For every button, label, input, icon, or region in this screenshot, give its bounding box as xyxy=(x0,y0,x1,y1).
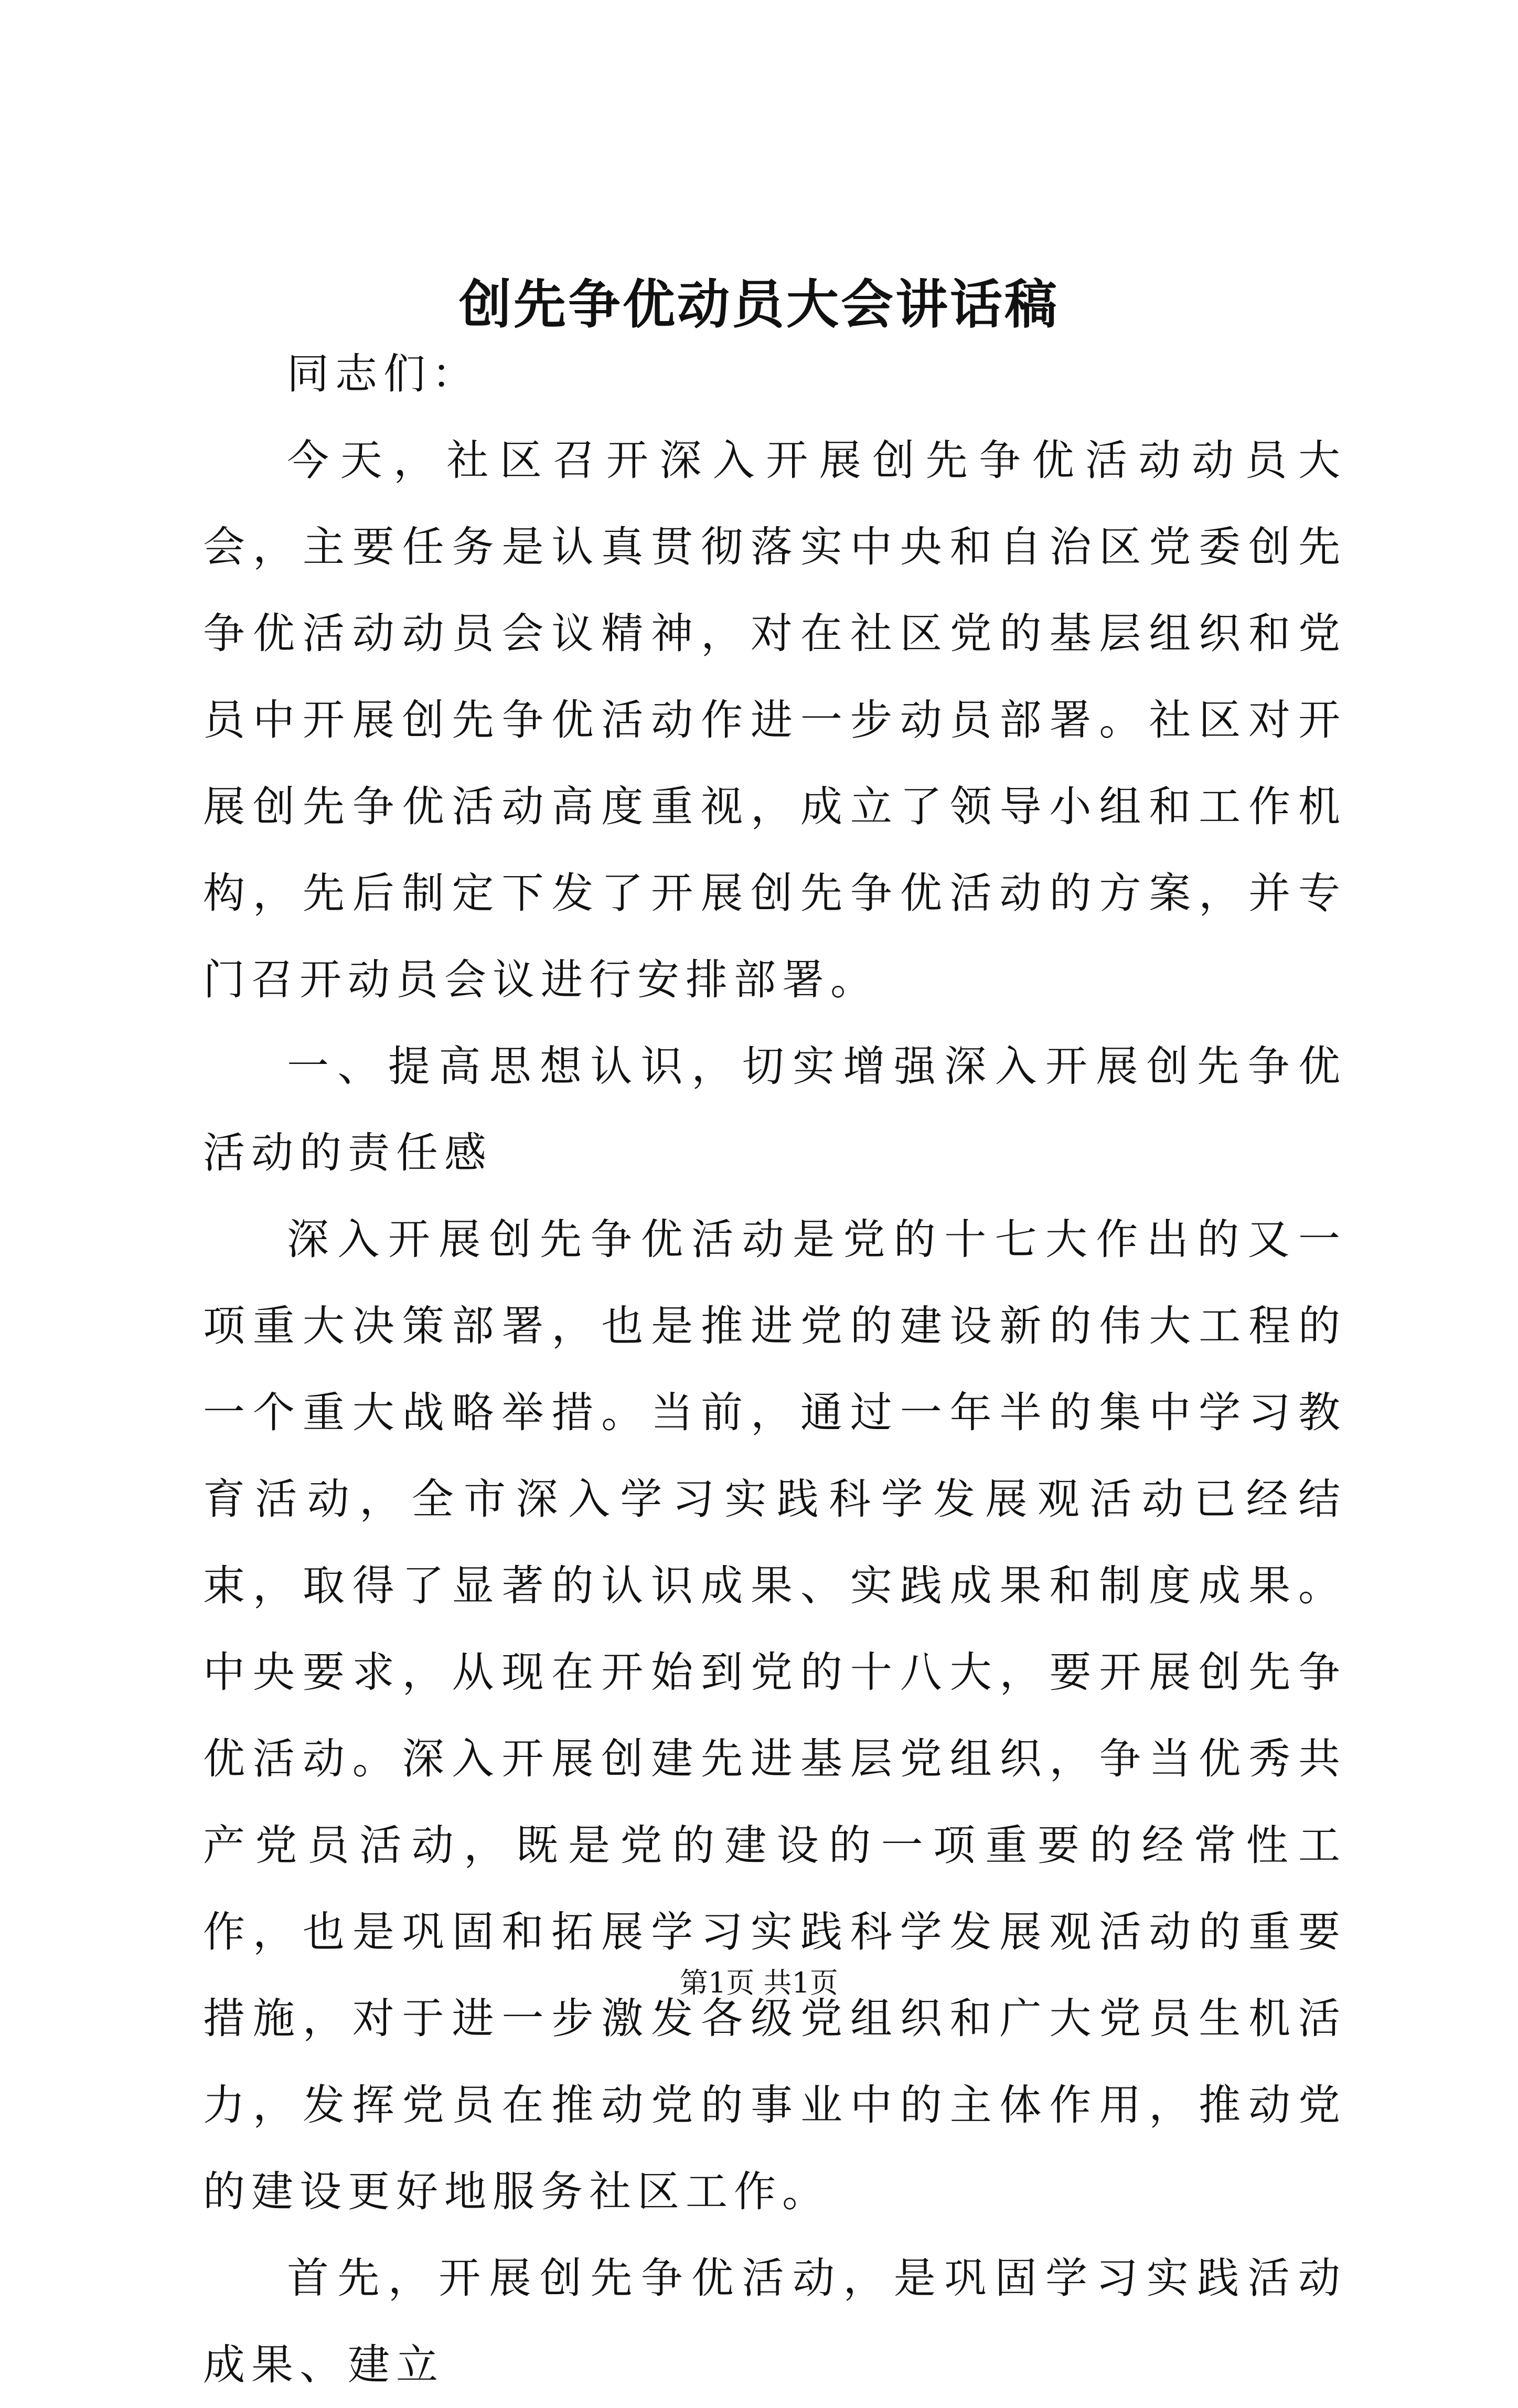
body-paragraph-continued: 首先，开展创先争优活动，是巩固学习实践活动成果、建立 xyxy=(203,2254,1346,2389)
page-number-footer: 第1页 共1页 xyxy=(680,1966,838,1999)
greeting-paragraph: 同志们： xyxy=(287,349,480,398)
body-paragraph: 深入开展创先争优活动是党的十七大作出的又一项重大决策部署，也是推进党的建设新的伟大工程的一个重大战略举措。当前，通过一年半的集中学习教育活动，全市深入学习实践科学发展观活动已经结束，取得了显著的认识成果、实践成果和制度成果。中央要求，从现在开始到党的十八大，要开展创先争优活动。深入开展创建先进基层党组织，争当优秀共产党员活动，既是党的建设的一项重要的经常性工作，也是巩固和拓展学习实践科学发展观活动的重要措施，对于进一步激发各级党组织和广大党员生机活力，发挥党员在推动党的事业中的主体作用，推动党的建设更好地服务社区工作。 xyxy=(203,1215,1346,2216)
intro-paragraph: 今天，社区召开深入开展创先争优活动动员大会，主要任务是认真贯彻落实中央和自治区党委创先争优活动动员会议精神，对在社区党的基层组织和党员中开展创先争优活动作进一步动员部署。社区对开展创先争优活动高度重视，成立了领导小组和工作机构，先后制定下发了开展创先争优活动的方案，并专门召开动员会议进行安排部署。 xyxy=(203,436,1346,1004)
section-heading: 一、提高思想认识，切实增强深入开展创先争优活动的责任感 xyxy=(203,1042,1346,1177)
document-title: 创先争优动员大会讲话稿 xyxy=(459,273,1059,335)
document-body xyxy=(203,331,1346,2408)
